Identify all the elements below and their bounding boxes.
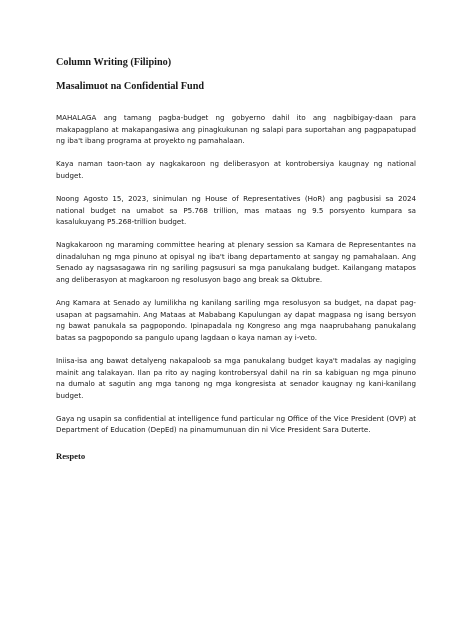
paragraph: Kaya naman taon-taon ay nagkakaroon ng deliberasyon at kontrobersiya kaugnay ng national budget. (56, 159, 416, 180)
paragraph: Nagkakaroon ng maraming committee hearing at plenary session sa Kamara de Representantes na dinadaluhan ng mga pinuno at opisyal ng iba't ibang departamento at sangay ng pamahalaan. Ang Senado ay nagsasagawa rin ng sariling pagsusuri sa mga panukalang budget. Kailangang matapos ang deliberasyon at magkaroon ng resolusyon bago ang break sa Oktubre. (56, 240, 416, 285)
article-title: Masalimuot na Confidential Fund (56, 81, 205, 92)
paragraph: Iniisa-isa ang bawat detalyeng nakapaloob sa mga panukalang budget kaya't madalas ay nagiging mainit ang talakayan. Ilan pa rito ay naging kontrobersyal dahil na rin sa kabiguan ng mga pinuno na dumalo at sagutin ang mga tanong ng mga kongresista at senador kaugnay ng kani-kanilang budget. (56, 356, 416, 400)
closing-heading: Respeto (56, 451, 86, 462)
document-title: Column Writing (Filipino) (56, 57, 172, 68)
paragraph: Ang Kamara at Senado ay lumilikha ng kanilang sariling mga resolusyon sa budget, na dapat pag-usapan at pagsamahin. Ang Mataas at Mababang Kapulungan ay dapat magpasa ng isang bersyon ng bawat panukala sa pagpopondo. Ipinapadala ng Kongreso ang mga naaprubahang panukalang batas sa pagpopondo sa pangulo upang lagdaan o kaya naman ay i-veto. (56, 298, 416, 342)
paragraph: MAHALAGA ang tamang pagba-budget ng gobyerno dahil ito ang nagbibigay-daan para makapagplano at makapangasiwa ang pinagkukunan ng salapi para suportahan ang pagpapatupad ng iba't ibang programa at proyekto ng pamahalaan. (56, 113, 416, 146)
paragraph: Gaya ng usapin sa confidential at intelligence fund particular ng Office of the Vice President (OVP) at Department of Education (DepEd) na pinamumunuan din ni Vice President Sara Duterte. (56, 413, 416, 435)
paragraph: Noong Agosto 15, 2023, sinimulan ng House of Representatives (HoR) ang pagbusisi sa 2024 national budget na umabot sa P5.768 trillion, mas mataas ng 9.5 porsyento kumpara sa kasalukuyang P5.268-trillion budget. (56, 193, 416, 227)
article-body (56, 112, 416, 436)
